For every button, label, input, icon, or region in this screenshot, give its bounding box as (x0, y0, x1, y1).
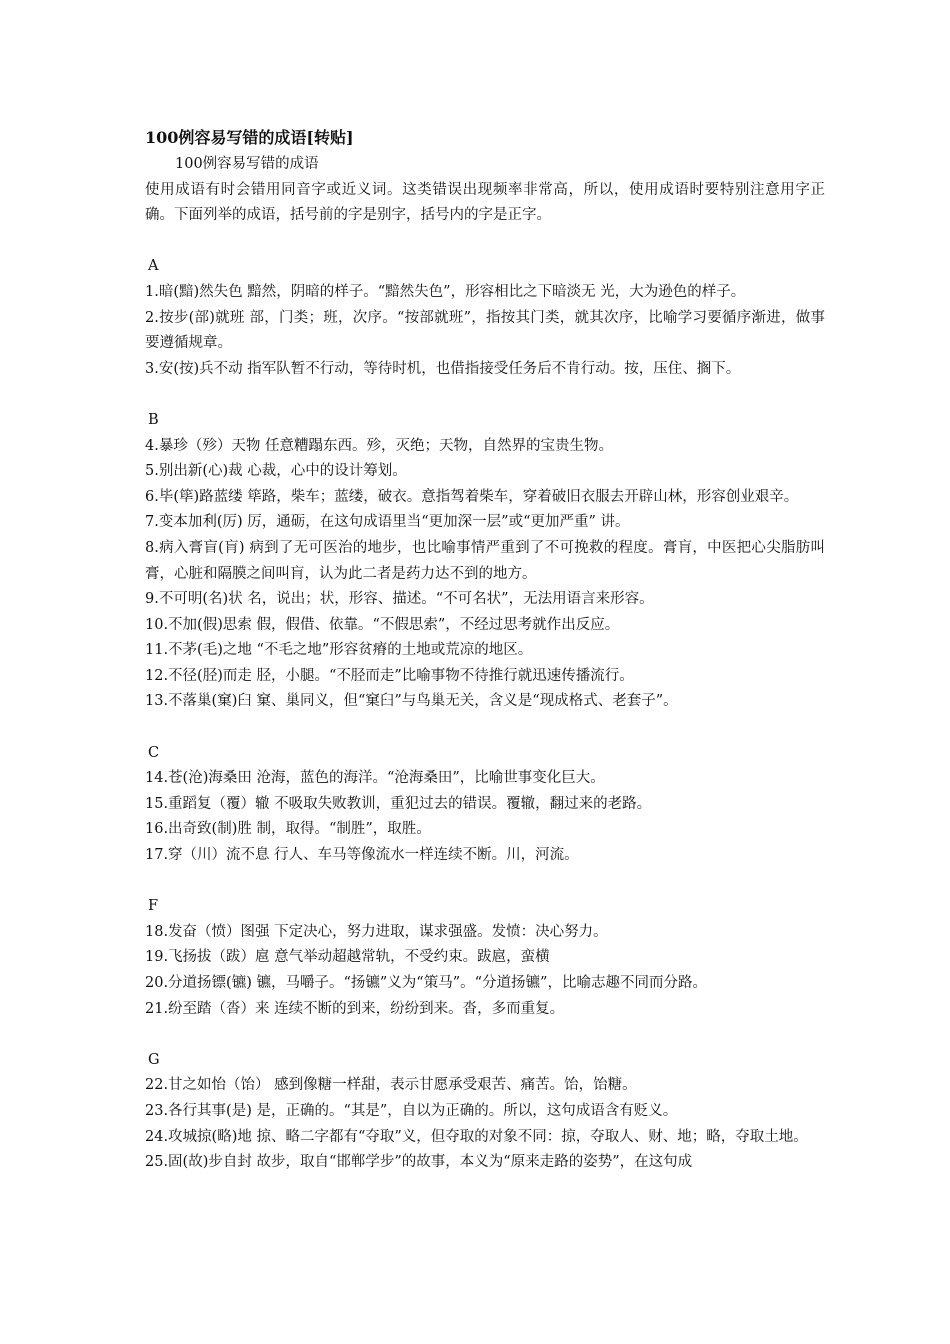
idiom-sections (145, 229, 825, 1176)
section-letter: B (148, 411, 159, 428)
idiom-entry: 2.按步(部)就班 部，门类；班，次序。“按部就班”，指按其门类，就其次序，比喻学习要循序渐进，做事要遵循规章。 (145, 309, 825, 352)
idiom-entry: 10.不加(假)思索 假，假借、依靠。“不假思索”，不经过思考就作出反应。 (145, 616, 620, 633)
idiom-entry: 3.安(按)兵不动 指军队暂不行动，等待时机，也借指接受任务后不肯行动。按，压住、搁下。 (145, 360, 741, 377)
idiom-entry: 16.出奇致(制)胜 制，取得。“制胜”，取胜。 (145, 821, 431, 838)
idiom-entry: 18.发奋（愤）图强 下定决心，努力进取，谋求强盛。发愤：决心努力。 (145, 923, 608, 940)
idiom-entry: 8.病入膏盲(肓) 病到了无可医治的地步，也比喻事情严重到了不可挽救的程度。膏肓，中医把心尖脂肪叫膏，心脏和隔膜之间叫肓，认为此二者是药力达不到的地方。 (145, 539, 825, 582)
idiom-entry: 5.别出新(心)裁 心裁，心中的设计筹划。 (145, 463, 407, 480)
section-letter: F (148, 898, 159, 915)
idiom-entry: 20.分道扬镖(镳) 镳，马嚼子。“扬镳”义为“策马”。“分道扬镳”，比喻志趣不同而分路。 (145, 975, 707, 991)
idiom-entry: 24.攻城掠(略)地 掠、略二字都有“夺取”义，但夺取的对象不同：掠，夺取人、财、地；略，夺取土地。 (145, 1128, 808, 1145)
blank-line (145, 229, 825, 255)
idiom-entry: 11.不茅(毛)之地 “不毛之地”形容贫瘠的土地或荒凉的地区。 (145, 642, 533, 659)
idiom-entry: 14.苍(沧)海桑田 沧海，蓝色的海洋。“沧海桑田”，比喻世事变化巨大。 (145, 770, 605, 787)
idiom-entry: 23.各行其事(是) 是，正确的。“其是”，自以为正确的。所以，这句成语含有贬义。 (145, 1102, 678, 1119)
idiom-entry: 22.甘之如怡（饴） 感到像糖一样甜，表示甘愿承受艰苦、痛苦。饴，饴糖。 (145, 1077, 637, 1094)
intro-paragraph: 使用成语有时会错用同音字或近义词。这类错误出现频率非常高，所以，使用成语时要特别注意用字正确。下面列举的成语，括号前的字是别字，括号内的字是正字。 (145, 181, 825, 224)
section-letter: G (148, 1051, 160, 1068)
section-letter: C (148, 744, 160, 761)
idiom-entry: 15.重蹈复（覆）辙 不吸取失败教训，重犯过去的错误。覆辙，翻过来的老路。 (145, 795, 652, 812)
idiom-entry: 19.飞扬拔（跋）扈 意气举动超越常轨，不受约束。跋扈，蛮横 (145, 949, 550, 966)
idiom-entry: 7.变本加利(厉) 厉，通砺，在这句成语里当“更加深一层”或“更加严重” 讲。 (145, 514, 630, 531)
idiom-entry: 9.不可明(名)状 名，说出；状，形容、描述。“不可名状”，无法用语言来形容。 (145, 591, 654, 608)
idiom-entry: 13.不落巢(窠)臼 窠、巢同义，但“窠臼”与鸟巢无关，含义是“现成格式、老套子”。 (145, 693, 678, 710)
document-page (145, 124, 825, 1176)
blank-line (145, 715, 825, 741)
blank-line (145, 1022, 825, 1048)
section-letter: A (148, 258, 159, 275)
idiom-entry: 21.纷至踏（沓）来 连续不断的到来，纷纷到来。沓，多而重复。 (145, 1000, 565, 1017)
document-title: 100例容易写错的成语[转贴] (145, 128, 354, 147)
idiom-entry: 12.不径(胫)而走 胫，小腿。“不胫而走”比喻事物不待推行就迅速传播流行。 (145, 667, 634, 684)
blank-line (145, 869, 825, 895)
idiom-entry: 1.暗(黯)然失色 黯然，阴暗的样子。“黯然失色”，形容相比之下暗淡无 光，大为逊色的样子。 (145, 283, 746, 300)
idiom-entry: 6.毕(筚)路蓝缕 筚路，柴车；蓝缕，破衣。意指驾着柴车，穿着破旧衣服去开辟山林，形容创业艰辛。 (145, 488, 799, 505)
document-subtitle: 100例容易写错的成语 (175, 156, 319, 172)
idiom-entry: 4.暴珍（殄）天物 任意糟蹋东西。殄，灭绝；天物，自然界的宝贵生物。 (145, 437, 613, 454)
idiom-entry: 17.穿（川）流不息 行人、车马等像流水一样连续不断。川，河流。 (145, 847, 579, 864)
idiom-entry: 25.固(故)步自封 故步，取自“邯郸学步”的故事，本义为“原来走路的姿势”，在这句成 (145, 1154, 693, 1171)
blank-line (145, 382, 825, 408)
